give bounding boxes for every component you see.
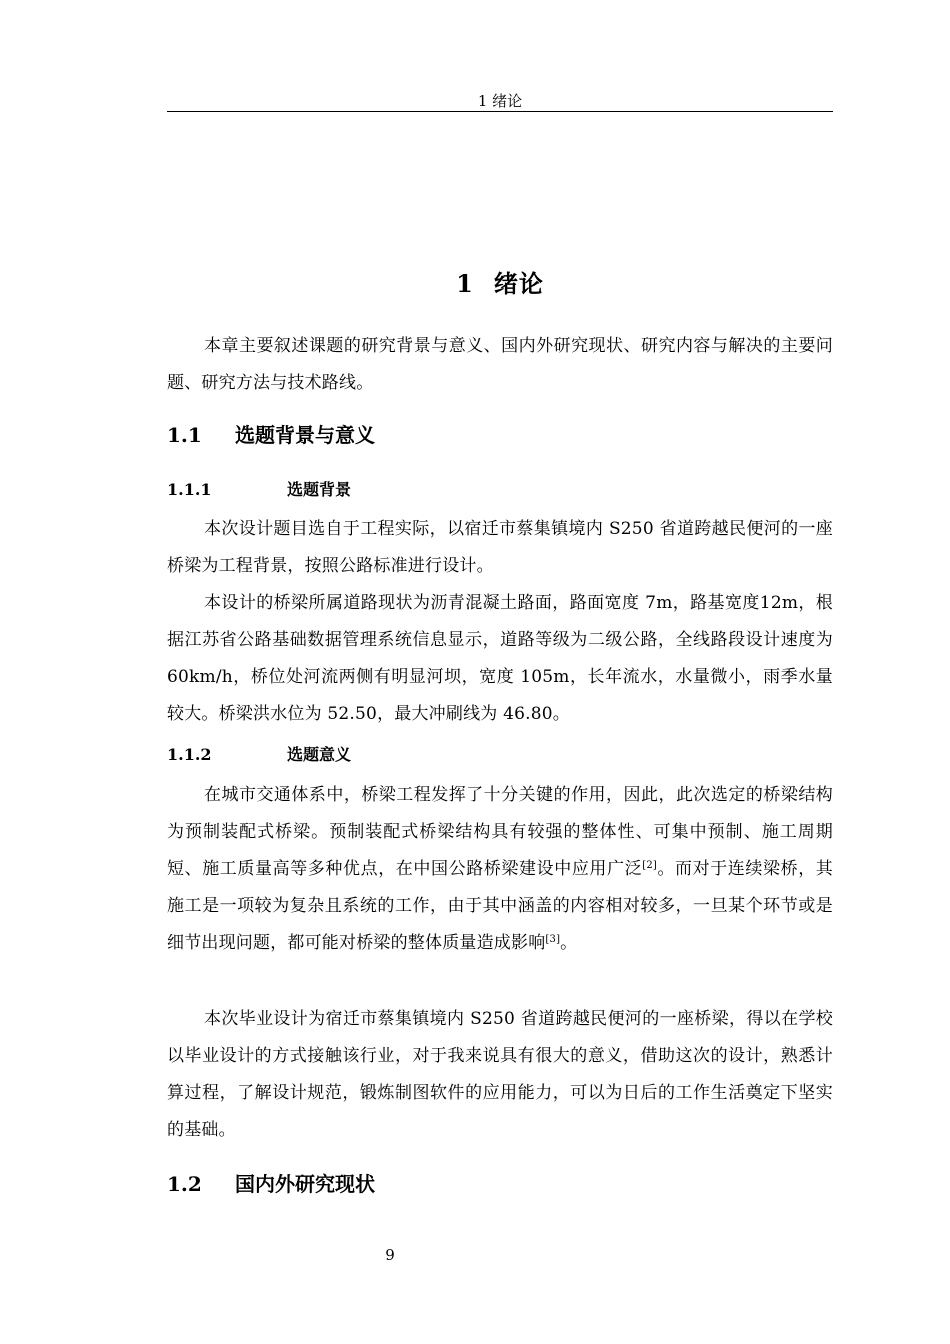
section-title: 选题背景与意义: [235, 423, 375, 447]
background-paragraph-2: 本设计的桥梁所属道路现状为沥青混凝土路面，路面宽度 7m，路基宽度12m，根据江苏省公路基础数据管理系统信息显示，道路等级为二级公路，全线路段设计速度为 60km/h，桥位处河流两侧有明显河坝，宽度 105m，长年流水，水量微小，雨季水量较大。桥梁洪水位为 52.50，最大冲刷线为 46.80。: [167, 593, 833, 724]
citation-3: [3]: [545, 934, 561, 945]
paragraph-text: 。而对于连续梁桥，其施工是一项较为复杂且系统的工作，由于其中涵盖的内容相对较多，一旦某个环节或是细节出现问题，都可能对桥梁的整体质量造成影响: [167, 859, 834, 953]
page-number: 9: [385, 1246, 395, 1264]
chapter-title: [167, 268, 833, 300]
subsection-heading-1-1-2: [167, 743, 351, 767]
section-number: 1.2: [167, 1172, 202, 1196]
section-number: 1.1: [167, 423, 202, 447]
chapter-title-text: 绪论: [493, 269, 544, 298]
intro-paragraph: 本章主要叙述课题的研究背景与意义、国内外研究现状、研究内容与解决的主要问题、研究方法与技术路线。: [167, 336, 833, 393]
chapter-number: 1: [456, 269, 474, 298]
paragraph-text: 在城市交通体系中，桥梁工程发挥了十分关键的作用，因此，此次选定的桥梁结构为预制装配式桥梁。预制装配式桥梁结构具有较强的整体性、可集中预制、施工周期短、施工质量高等多种优点，在中国公路桥梁建设中应用广泛: [167, 785, 833, 879]
section-heading-1-1: [167, 421, 375, 449]
citation-2: [2]: [642, 860, 657, 871]
subsection-title: 选题背景: [287, 480, 352, 499]
section-title: 国内外研究现状: [235, 1172, 375, 1196]
significance-paragraph-2: 本次毕业设计为宿迁市蔡集镇境内 S250 省道跨越民便河的一座桥梁，得以在学校以毕业设计的方式接触该行业，对于我来说具有很大的意义，借助这次的设计，熟悉计算过程，了解设计规范，锻炼制图软件的应用能力，可以为日后的工作生活奠定下坚实的基础。: [167, 1009, 833, 1140]
subsection-number: 1.1.1: [167, 480, 212, 499]
running-header: 1 绪论: [477, 92, 523, 110]
subsection-number: 1.1.2: [167, 745, 212, 764]
header-rule: [167, 111, 833, 112]
background-paragraph-1: 本次设计题目选自于工程实际，以宿迁市蔡集镇境内 S250 省道跨越民便河的一座桥梁为工程背景，按照公路标准进行设计。: [167, 519, 833, 576]
significance-paragraph-1: [167, 777, 833, 962]
subsection-title: 选题意义: [287, 745, 352, 764]
paragraph-text: 。: [560, 933, 578, 953]
section-heading-1-2: [167, 1170, 375, 1198]
subsection-heading-1-1-1: [167, 478, 351, 502]
